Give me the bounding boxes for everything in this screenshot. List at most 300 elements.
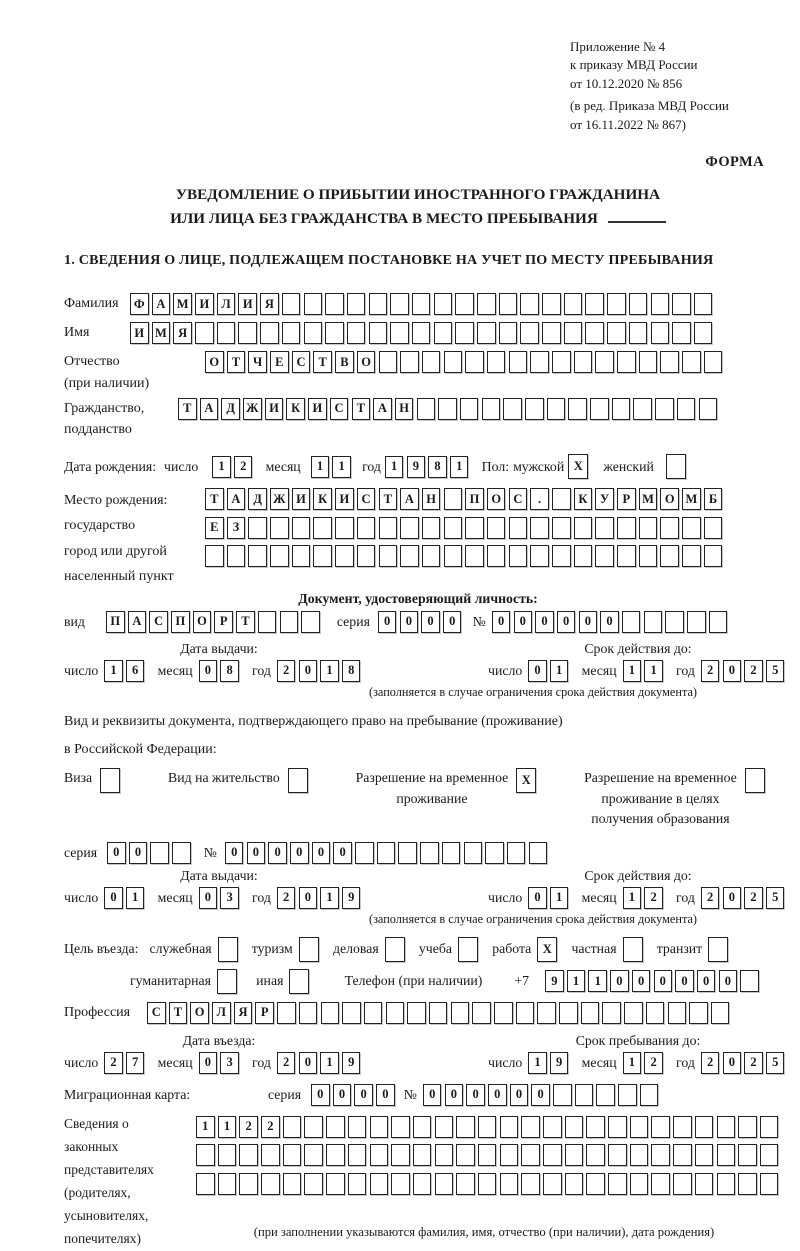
box-cell[interactable]: 0	[376, 1084, 395, 1106]
box-cell[interactable]	[435, 1173, 454, 1195]
box-cell[interactable]	[270, 545, 289, 567]
box-cell[interactable]: 0	[311, 1084, 330, 1106]
box-cell[interactable]: Т	[205, 488, 224, 510]
box-cell[interactable]	[304, 1144, 323, 1166]
box-cell[interactable]	[429, 1002, 448, 1024]
box-cell[interactable]	[646, 1002, 665, 1024]
box-cell[interactable]	[640, 1084, 659, 1106]
box-cell[interactable]: 1	[218, 1116, 237, 1138]
box-cell[interactable]: 0	[333, 842, 352, 864]
box-cell[interactable]	[521, 1116, 540, 1138]
business-checkbox[interactable]	[385, 937, 408, 962]
box-cell[interactable]	[248, 517, 267, 539]
box-cell[interactable]	[400, 517, 419, 539]
box-cell[interactable]: Н	[395, 398, 414, 420]
box-cell[interactable]: 2	[104, 1052, 123, 1074]
box-cell[interactable]	[227, 545, 246, 567]
box-cell[interactable]: Б	[704, 488, 723, 510]
box-cell[interactable]	[542, 322, 561, 344]
box-cell[interactable]	[530, 545, 549, 567]
box-cell[interactable]: 9	[545, 970, 564, 992]
box-cell[interactable]	[673, 1116, 692, 1138]
box-cell[interactable]	[623, 937, 643, 962]
box-cell[interactable]	[412, 322, 431, 344]
box-cell[interactable]: 0	[299, 887, 318, 909]
box-cell[interactable]: Т	[227, 351, 246, 373]
box-cell[interactable]	[456, 1116, 475, 1138]
box-cell[interactable]	[565, 1116, 584, 1138]
box-cell[interactable]	[455, 322, 474, 344]
birth-place-row3-boxes[interactable]	[205, 545, 726, 567]
box-cell[interactable]: 1	[320, 1052, 339, 1074]
box-cell[interactable]	[651, 1116, 670, 1138]
box-cell[interactable]: 2	[277, 1052, 296, 1074]
box-cell[interactable]	[451, 1002, 470, 1024]
box-cell[interactable]: 2	[644, 887, 663, 909]
box-cell[interactable]	[552, 545, 571, 567]
box-cell[interactable]	[564, 293, 583, 315]
box-cell[interactable]: Т	[313, 351, 332, 373]
box-cell[interactable]: М	[682, 488, 701, 510]
birth-month-boxes[interactable]	[311, 456, 354, 478]
box-cell[interactable]	[568, 398, 587, 420]
box-cell[interactable]	[575, 1084, 594, 1106]
box-cell[interactable]	[348, 1144, 367, 1166]
box-cell[interactable]	[238, 322, 257, 344]
box-cell[interactable]	[651, 322, 670, 344]
birth-place-row2-boxes[interactable]	[205, 517, 726, 539]
box-cell[interactable]: 1	[104, 660, 123, 682]
box-cell[interactable]	[444, 517, 463, 539]
box-cell[interactable]: 0	[610, 970, 629, 992]
box-cell[interactable]: 2	[744, 887, 763, 909]
box-cell[interactable]: С	[147, 1002, 166, 1024]
box-cell[interactable]	[586, 1116, 605, 1138]
box-cell[interactable]: О	[193, 611, 212, 633]
box-cell[interactable]	[478, 1173, 497, 1195]
box-cell[interactable]: Т	[178, 398, 197, 420]
box-cell[interactable]	[694, 293, 713, 315]
birth-place-row1-boxes[interactable]	[205, 488, 726, 510]
box-cell[interactable]: 2	[644, 1052, 663, 1074]
box-cell[interactable]	[673, 1144, 692, 1166]
box-cell[interactable]	[370, 1173, 389, 1195]
private-checkbox[interactable]	[623, 937, 646, 962]
box-cell[interactable]	[543, 1144, 562, 1166]
box-cell[interactable]: 0	[421, 611, 440, 633]
doc-valid-day-boxes[interactable]	[528, 660, 571, 682]
box-cell[interactable]: И	[195, 293, 214, 315]
box-cell[interactable]: Ж	[270, 488, 289, 510]
box-cell[interactable]	[422, 517, 441, 539]
box-cell[interactable]	[608, 1173, 627, 1195]
box-cell[interactable]	[738, 1173, 757, 1195]
box-cell[interactable]	[564, 322, 583, 344]
box-cell[interactable]	[509, 517, 528, 539]
box-cell[interactable]: 0	[333, 1084, 352, 1106]
box-cell[interactable]: 0	[697, 970, 716, 992]
box-cell[interactable]: 0	[466, 1084, 485, 1106]
box-cell[interactable]	[292, 517, 311, 539]
box-cell[interactable]	[218, 1173, 237, 1195]
residence-issue-year-boxes[interactable]	[277, 887, 364, 909]
box-cell[interactable]	[172, 842, 191, 864]
box-cell[interactable]: О	[205, 351, 224, 373]
box-cell[interactable]: 8	[220, 660, 239, 682]
phone-boxes[interactable]	[545, 970, 762, 992]
box-cell[interactable]: 0	[510, 1084, 529, 1106]
box-cell[interactable]	[313, 545, 332, 567]
residence-valid-year-boxes[interactable]	[701, 887, 788, 909]
box-cell[interactable]: 0	[492, 611, 511, 633]
box-cell[interactable]	[282, 322, 301, 344]
box-cell[interactable]	[629, 293, 648, 315]
box-cell[interactable]	[487, 351, 506, 373]
box-cell[interactable]	[413, 1116, 432, 1138]
box-cell[interactable]	[335, 517, 354, 539]
box-cell[interactable]: 1	[623, 660, 642, 682]
box-cell[interactable]	[660, 545, 679, 567]
box-cell[interactable]	[494, 1002, 513, 1024]
box-cell[interactable]	[520, 322, 539, 344]
box-cell[interactable]: 0	[557, 611, 576, 633]
box-cell[interactable]	[630, 1173, 649, 1195]
box-cell[interactable]: 0	[299, 660, 318, 682]
box-cell[interactable]: И	[130, 322, 149, 344]
birth-day-boxes[interactable]	[212, 456, 255, 478]
box-cell[interactable]	[509, 351, 528, 373]
box-cell[interactable]	[695, 1144, 714, 1166]
box-cell[interactable]: Я	[234, 1002, 253, 1024]
box-cell[interactable]	[412, 293, 431, 315]
box-cell[interactable]	[283, 1116, 302, 1138]
box-cell[interactable]	[313, 517, 332, 539]
stay-day-boxes[interactable]	[528, 1052, 571, 1074]
box-cell[interactable]: 0	[723, 660, 742, 682]
box-cell[interactable]: Т	[352, 398, 371, 420]
box-cell[interactable]	[422, 545, 441, 567]
box-cell[interactable]	[391, 1116, 410, 1138]
box-cell[interactable]	[239, 1173, 258, 1195]
box-cell[interactable]	[595, 517, 614, 539]
box-cell[interactable]: М	[152, 322, 171, 344]
box-cell[interactable]	[292, 545, 311, 567]
box-cell[interactable]	[261, 1144, 280, 1166]
box-cell[interactable]: 2	[701, 887, 720, 909]
box-cell[interactable]	[487, 517, 506, 539]
box-cell[interactable]	[717, 1144, 736, 1166]
box-cell[interactable]	[270, 517, 289, 539]
box-cell[interactable]	[708, 937, 728, 962]
citizenship-boxes[interactable]	[178, 398, 720, 420]
box-cell[interactable]: 1	[623, 887, 642, 909]
box-cell[interactable]	[422, 351, 441, 373]
box-cell[interactable]: С	[330, 398, 349, 420]
box-cell[interactable]	[369, 322, 388, 344]
box-cell[interactable]: 0	[199, 887, 218, 909]
box-cell[interactable]	[444, 488, 463, 510]
box-cell[interactable]	[299, 937, 319, 962]
box-cell[interactable]	[217, 322, 236, 344]
box-cell[interactable]: 1	[550, 887, 569, 909]
box-cell[interactable]	[218, 937, 238, 962]
box-cell[interactable]: Т	[236, 611, 255, 633]
box-cell[interactable]	[478, 1144, 497, 1166]
box-cell[interactable]: 0	[654, 970, 673, 992]
box-cell[interactable]	[608, 1116, 627, 1138]
box-cell[interactable]	[521, 1144, 540, 1166]
box-cell[interactable]	[668, 1002, 687, 1024]
box-cell[interactable]	[458, 937, 478, 962]
box-cell[interactable]: 5	[766, 887, 785, 909]
box-cell[interactable]	[357, 517, 376, 539]
box-cell[interactable]	[442, 842, 461, 864]
box-cell[interactable]	[499, 293, 518, 315]
box-cell[interactable]: 0	[579, 611, 598, 633]
migration-number-boxes[interactable]	[423, 1084, 662, 1106]
box-cell[interactable]	[639, 517, 658, 539]
box-cell[interactable]	[420, 842, 439, 864]
box-cell[interactable]	[660, 517, 679, 539]
box-cell[interactable]	[509, 545, 528, 567]
box-cell[interactable]: Ф	[130, 293, 149, 315]
box-cell[interactable]	[444, 351, 463, 373]
doc-issue-year-boxes[interactable]	[277, 660, 364, 682]
box-cell[interactable]: 9	[342, 887, 361, 909]
box-cell[interactable]	[574, 545, 593, 567]
box-cell[interactable]	[565, 1144, 584, 1166]
box-cell[interactable]: А	[152, 293, 171, 315]
box-cell[interactable]: К	[286, 398, 305, 420]
box-cell[interactable]	[682, 545, 701, 567]
box-cell[interactable]: Т	[169, 1002, 188, 1024]
box-cell[interactable]: М	[639, 488, 658, 510]
stay-year-boxes[interactable]	[701, 1052, 788, 1074]
edu-permit-checkbox[interactable]	[745, 768, 768, 793]
box-cell[interactable]: И	[238, 293, 257, 315]
box-cell[interactable]	[717, 1173, 736, 1195]
box-cell[interactable]: У	[595, 488, 614, 510]
box-cell[interactable]	[618, 1084, 637, 1106]
box-cell[interactable]	[530, 517, 549, 539]
box-cell[interactable]	[500, 1144, 519, 1166]
box-cell[interactable]	[665, 611, 684, 633]
box-cell[interactable]	[520, 293, 539, 315]
box-cell[interactable]	[277, 1002, 296, 1024]
box-cell[interactable]	[205, 545, 224, 567]
box-cell[interactable]	[326, 1173, 345, 1195]
box-cell[interactable]	[444, 545, 463, 567]
box-cell[interactable]: О	[487, 488, 506, 510]
box-cell[interactable]: .	[530, 488, 549, 510]
box-cell[interactable]	[370, 1144, 389, 1166]
box-cell[interactable]: Е	[270, 351, 289, 373]
box-cell[interactable]: 1	[450, 456, 469, 478]
doc-valid-month-boxes[interactable]	[623, 660, 666, 682]
box-cell[interactable]: 0	[675, 970, 694, 992]
box-cell[interactable]: П	[106, 611, 125, 633]
box-cell[interactable]	[258, 611, 277, 633]
box-cell[interactable]: С	[509, 488, 528, 510]
box-cell[interactable]	[516, 1002, 535, 1024]
male-checkbox[interactable]	[568, 454, 591, 479]
box-cell[interactable]	[617, 517, 636, 539]
box-cell[interactable]	[507, 842, 526, 864]
box-cell[interactable]	[574, 517, 593, 539]
official-checkbox[interactable]	[218, 937, 241, 962]
box-cell[interactable]	[617, 545, 636, 567]
patronymic-boxes[interactable]	[205, 351, 726, 373]
surname-boxes[interactable]	[130, 293, 716, 315]
box-cell[interactable]: 0	[445, 1084, 464, 1106]
box-cell[interactable]: 8	[428, 456, 447, 478]
residence-valid-day-boxes[interactable]	[528, 887, 571, 909]
box-cell[interactable]: 0	[290, 842, 309, 864]
box-cell[interactable]	[704, 517, 723, 539]
residence-issue-day-boxes[interactable]	[104, 887, 147, 909]
box-cell[interactable]: С	[357, 488, 376, 510]
box-cell[interactable]: 5	[766, 660, 785, 682]
box-cell[interactable]: 5	[766, 1052, 785, 1074]
box-cell[interactable]	[711, 1002, 730, 1024]
box-cell[interactable]	[740, 970, 759, 992]
box-cell[interactable]	[379, 351, 398, 373]
box-cell[interactable]: А	[400, 488, 419, 510]
box-cell[interactable]	[608, 1144, 627, 1166]
box-cell[interactable]	[607, 293, 626, 315]
box-cell[interactable]	[326, 1116, 345, 1138]
box-cell[interactable]	[304, 322, 323, 344]
box-cell[interactable]	[283, 1144, 302, 1166]
box-cell[interactable]: 1	[320, 660, 339, 682]
box-cell[interactable]	[248, 545, 267, 567]
box-cell[interactable]	[677, 398, 696, 420]
box-cell[interactable]	[326, 1144, 345, 1166]
box-cell[interactable]: 0	[528, 660, 547, 682]
box-cell[interactable]	[325, 322, 344, 344]
box-cell[interactable]	[438, 398, 457, 420]
box-cell[interactable]	[673, 1173, 692, 1195]
box-cell[interactable]: П	[171, 611, 190, 633]
box-cell[interactable]	[239, 1144, 258, 1166]
box-cell[interactable]	[386, 1002, 405, 1024]
box-cell[interactable]: 7	[126, 1052, 145, 1074]
box-cell[interactable]	[321, 1002, 340, 1024]
box-cell[interactable]: Л	[212, 1002, 231, 1024]
box-cell[interactable]: С	[149, 611, 168, 633]
box-cell[interactable]: 0	[107, 842, 126, 864]
box-cell[interactable]: О	[660, 488, 679, 510]
box-cell[interactable]: И	[335, 488, 354, 510]
box-cell[interactable]: 0	[531, 1084, 550, 1106]
box-cell[interactable]: Р	[617, 488, 636, 510]
box-cell[interactable]	[639, 545, 658, 567]
box-cell[interactable]	[304, 1116, 323, 1138]
box-cell[interactable]: 9	[550, 1052, 569, 1074]
box-cell[interactable]	[464, 842, 483, 864]
representatives-row2-boxes[interactable]	[196, 1144, 782, 1166]
box-cell[interactable]	[709, 611, 728, 633]
box-cell[interactable]: 0	[225, 842, 244, 864]
box-cell[interactable]	[738, 1144, 757, 1166]
residence-permit-checkbox[interactable]	[288, 768, 311, 793]
box-cell[interactable]: В	[335, 351, 354, 373]
box-cell[interactable]	[651, 293, 670, 315]
box-cell[interactable]	[552, 351, 571, 373]
box-cell[interactable]	[586, 1173, 605, 1195]
box-cell[interactable]: 1	[567, 970, 586, 992]
box-cell[interactable]	[503, 398, 522, 420]
box-cell[interactable]: 8	[342, 660, 361, 682]
box-cell[interactable]: 1	[196, 1116, 215, 1138]
box-cell[interactable]: 0	[488, 1084, 507, 1106]
box-cell[interactable]	[695, 1173, 714, 1195]
box-cell[interactable]	[552, 517, 571, 539]
box-cell[interactable]: 1	[126, 887, 145, 909]
migration-series-boxes[interactable]	[311, 1084, 398, 1106]
box-cell[interactable]: 0	[528, 887, 547, 909]
box-cell[interactable]: 1	[332, 456, 351, 478]
box-cell[interactable]: 2	[277, 660, 296, 682]
box-cell[interactable]: О	[190, 1002, 209, 1024]
box-cell[interactable]	[434, 293, 453, 315]
box-cell[interactable]: 0	[514, 611, 533, 633]
box-cell[interactable]	[607, 322, 626, 344]
box-cell[interactable]	[342, 1002, 361, 1024]
box-cell[interactable]	[487, 545, 506, 567]
box-cell[interactable]: X	[537, 937, 557, 962]
box-cell[interactable]	[460, 398, 479, 420]
box-cell[interactable]	[385, 937, 405, 962]
box-cell[interactable]: Р	[255, 1002, 274, 1024]
box-cell[interactable]	[660, 351, 679, 373]
box-cell[interactable]: 0	[199, 660, 218, 682]
box-cell[interactable]	[407, 1002, 426, 1024]
box-cell[interactable]: 6	[126, 660, 145, 682]
box-cell[interactable]	[699, 398, 718, 420]
box-cell[interactable]	[379, 517, 398, 539]
box-cell[interactable]	[289, 969, 309, 994]
box-cell[interactable]: П	[465, 488, 484, 510]
box-cell[interactable]	[644, 611, 663, 633]
box-cell[interactable]	[299, 1002, 318, 1024]
box-cell[interactable]: 0	[719, 970, 738, 992]
doc-issue-month-boxes[interactable]	[199, 660, 242, 682]
box-cell[interactable]	[348, 1116, 367, 1138]
box-cell[interactable]: 9	[342, 1052, 361, 1074]
box-cell[interactable]	[760, 1116, 779, 1138]
box-cell[interactable]	[590, 398, 609, 420]
box-cell[interactable]: 0	[354, 1084, 373, 1106]
box-cell[interactable]	[529, 842, 548, 864]
box-cell[interactable]: 2	[744, 660, 763, 682]
box-cell[interactable]	[465, 517, 484, 539]
box-cell[interactable]: 0	[535, 611, 554, 633]
residence-series-boxes[interactable]	[107, 842, 194, 864]
box-cell[interactable]	[585, 322, 604, 344]
box-cell[interactable]: 1	[311, 456, 330, 478]
other-checkbox[interactable]	[289, 969, 312, 994]
box-cell[interactable]	[525, 398, 544, 420]
box-cell[interactable]: 1	[588, 970, 607, 992]
box-cell[interactable]	[456, 1173, 475, 1195]
box-cell[interactable]	[369, 293, 388, 315]
box-cell[interactable]	[651, 1173, 670, 1195]
box-cell[interactable]	[304, 1173, 323, 1195]
female-checkbox[interactable]	[666, 454, 689, 479]
box-cell[interactable]: 1	[623, 1052, 642, 1074]
box-cell[interactable]	[639, 351, 658, 373]
